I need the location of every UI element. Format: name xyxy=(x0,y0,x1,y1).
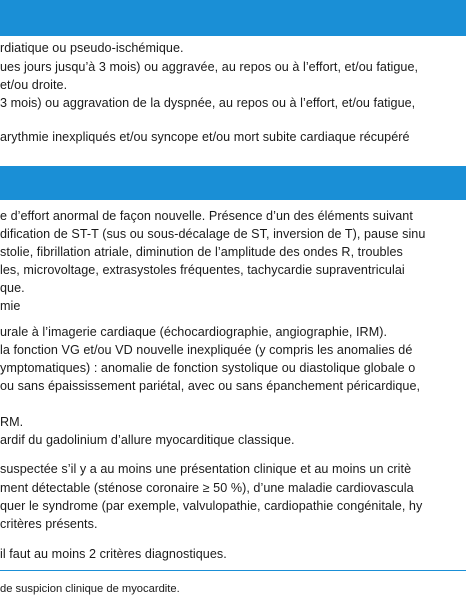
section-header-band-1 xyxy=(0,0,466,36)
text-line: urale à l’imagerie cardiaque (échocardiographie, angiographie, IRM). xyxy=(0,325,388,339)
text-line: arythmie inexpliqués et/ou syncope et/ou mort subite cardiaque récupéré xyxy=(0,130,410,144)
text-line: que. xyxy=(0,281,25,295)
text-line: la fonction VG et/ou VD nouvelle inexpliquée (y compris les anomalies dé xyxy=(0,343,413,357)
text-line: rdiatique ou pseudo-ischémique. xyxy=(0,41,184,55)
text-line: suspectée s’il y a au moins une présentation clinique et au moins un critè xyxy=(0,462,412,476)
text-line: ardif du gadolinium d’allure myocarditique classique. xyxy=(0,433,295,447)
footnote: de suspicion clinique de myocardite. xyxy=(0,583,180,595)
text-line: stolie, fibrillation atriale, diminution de l’amplitude des ondes R, troubles xyxy=(0,245,403,259)
text-line: ou sans épaississement pariétal, avec ou sans épanchement péricardique, xyxy=(0,379,421,393)
text-line: les, microvoltage, extrasystoles fréquentes, tachycardie supraventriculai xyxy=(0,263,405,277)
text-line: ymptomatiques) : anomalie de fonction systolique ou diastolique globale o xyxy=(0,361,416,375)
text-line: dification de ST-T (sus ou sous-décalage de ST, inversion de T), pause sinu xyxy=(0,227,426,241)
footnote-divider xyxy=(0,570,466,571)
text-line: critères présents. xyxy=(0,517,98,531)
text-line: ment détectable (sténose coronaire ≥ 50 %), d’une maladie cardiovascula xyxy=(0,481,414,495)
text-line: RM. xyxy=(0,415,24,429)
text-line: mie xyxy=(0,299,21,313)
text-line: 3 mois) ou aggravation de la dyspnée, au repos ou à l’effort, et/ou fatigue, xyxy=(0,96,416,110)
section-header-band-2 xyxy=(0,166,466,200)
text-line: e d’effort anormal de façon nouvelle. Présence d’un des éléments suivant xyxy=(0,209,413,223)
text-line: il faut au moins 2 critères diagnostiques. xyxy=(0,547,227,561)
text-line: quer le syndrome (par exemple, valvulopathie, cardiopathie congénitale, hy xyxy=(0,499,423,513)
text-line: ues jours jusqu’à 3 mois) ou aggravée, au repos ou à l’effort, et/ou fatigue, xyxy=(0,60,419,74)
text-line: et/ou droite. xyxy=(0,78,68,92)
